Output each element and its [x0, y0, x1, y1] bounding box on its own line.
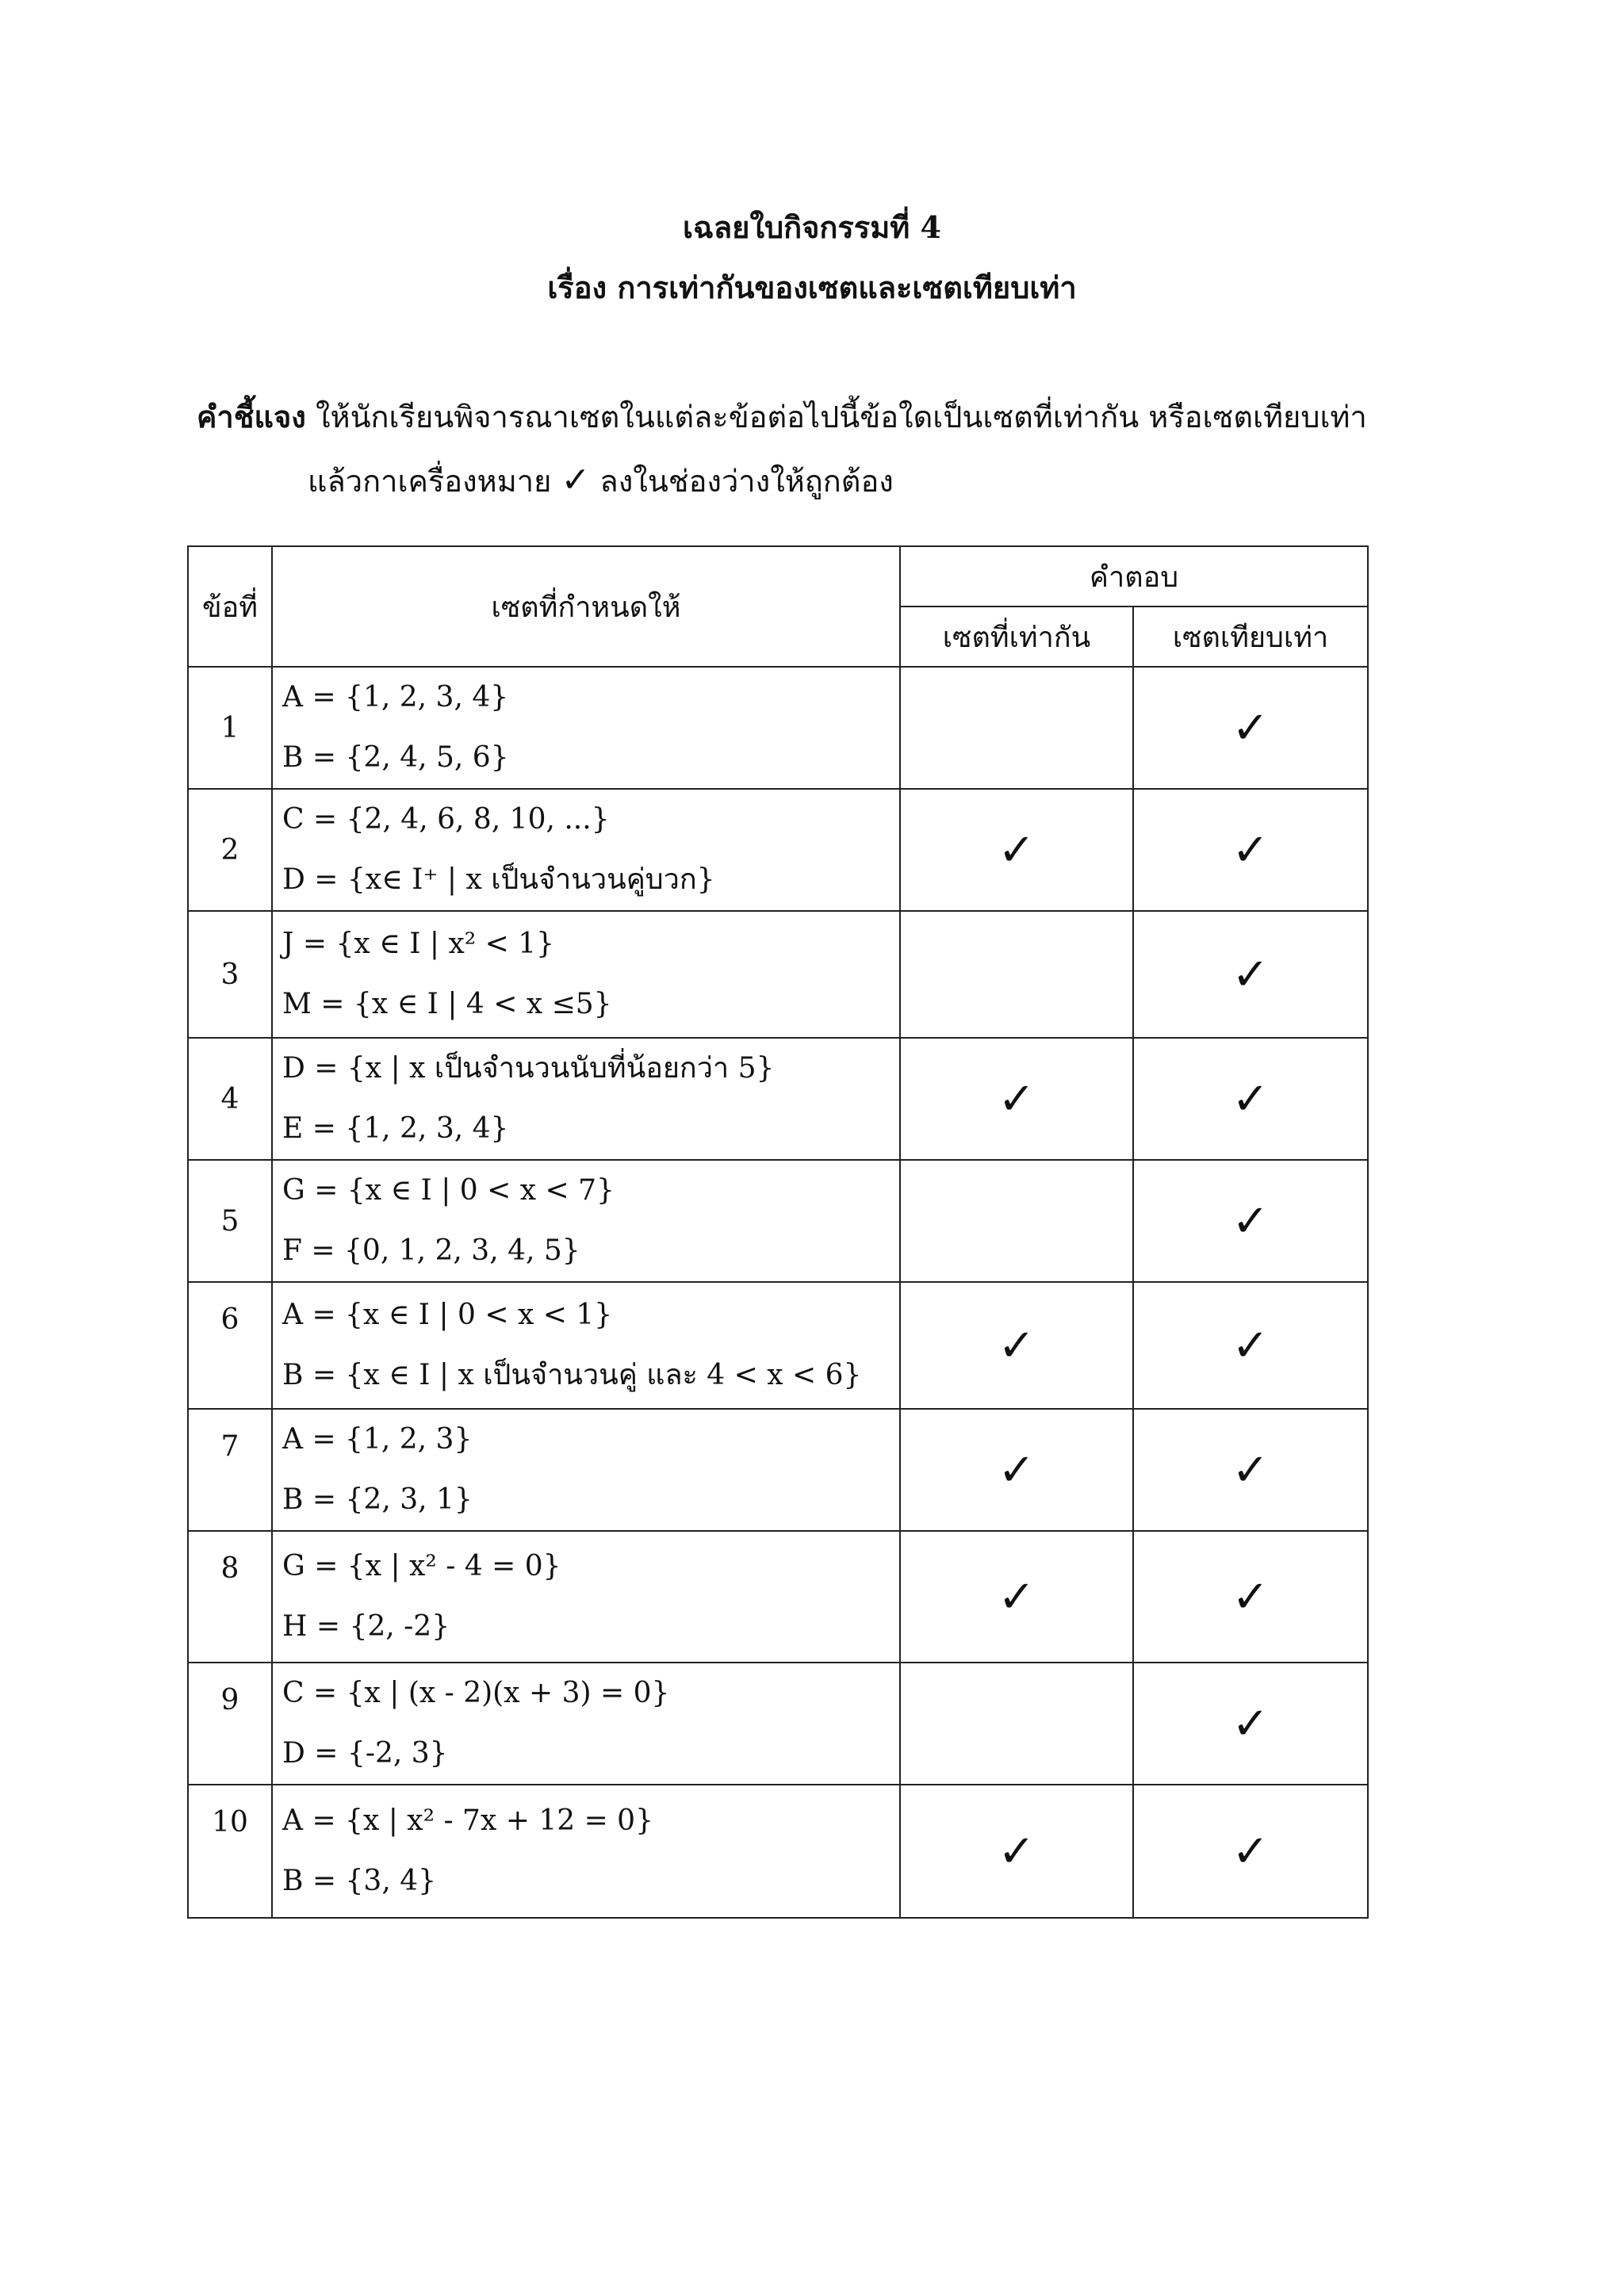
table-row: [188, 1785, 1368, 1918]
equal-check-cell: ✓: [900, 1282, 1133, 1409]
page-title: เฉลยใบกิจกรรมที่ 4: [683, 209, 941, 245]
set-line-1: A = {x | x² - 7x + 12 = 0}: [282, 1804, 653, 1837]
row-number: 2: [188, 789, 272, 911]
set-line-2: B = {2, 3, 1}: [282, 1483, 473, 1516]
row-number: 4: [188, 1038, 272, 1160]
table-row: [188, 1282, 1368, 1409]
set-line-2: E = {1, 2, 3, 4}: [282, 1112, 509, 1145]
equivalent-check-cell: ✓: [1133, 1282, 1368, 1409]
equivalent-check-cell: ✓: [1133, 1160, 1368, 1282]
equivalent-check-cell: ✓: [1133, 1038, 1368, 1160]
row-sets: [272, 789, 900, 911]
instruction-line2-post: ลงในช่องว่างให้ถูกต้อง: [599, 464, 894, 499]
set-line-2: B = {3, 4}: [282, 1865, 437, 1897]
instruction-line2-pre: แล้วกาเครื่องหมาย: [308, 464, 552, 499]
set-line-1: G = {x | x² - 4 = 0}: [282, 1550, 561, 1582]
table-row: [188, 1663, 1368, 1785]
row-number: 7: [188, 1409, 272, 1531]
equivalent-check-cell: ✓: [1133, 1409, 1368, 1531]
row-sets: [272, 1409, 900, 1531]
set-line-1: C = {2, 4, 6, 8, 10, ...}: [282, 803, 610, 836]
row-number: 10: [188, 1785, 272, 1918]
row-sets: [272, 1160, 900, 1282]
equivalent-check-cell: ✓: [1133, 911, 1368, 1038]
row-sets: [272, 667, 900, 789]
table-row: [188, 911, 1368, 1038]
equal-check-cell: ✓: [900, 1409, 1133, 1531]
row-sets: [272, 1282, 900, 1409]
instructions: [197, 385, 1434, 513]
equal-check-cell: ✓: [900, 1785, 1133, 1918]
set-line-1: A = {x ∈ I | 0 < x < 1}: [282, 1299, 613, 1331]
set-line-2: B = {2, 4, 5, 6}: [282, 741, 509, 774]
equivalent-check-cell: ✓: [1133, 789, 1368, 911]
row-number: 3: [188, 911, 272, 1038]
row-sets: [272, 911, 900, 1038]
set-line-2: H = {2, -2}: [282, 1610, 450, 1643]
set-line-1: J = {x ∈ I | x² < 1}: [282, 928, 555, 960]
row-sets: [272, 1038, 900, 1160]
header-equivalent-sets: เซตเทียบเท่า: [1133, 607, 1368, 667]
equal-check-cell: ✓: [900, 789, 1133, 911]
equivalent-check-cell: ✓: [1133, 1663, 1368, 1785]
table-row: [188, 667, 1368, 789]
equal-check-cell: [900, 1160, 1133, 1282]
table-row: [188, 1531, 1368, 1663]
answer-table: [187, 545, 1369, 1919]
set-line-2: M = {x ∈ I | 4 < x ≤5}: [282, 988, 612, 1020]
equal-check-cell: [900, 667, 1133, 789]
row-sets: [272, 1531, 900, 1663]
row-number: 1: [188, 667, 272, 789]
row-number: 5: [188, 1160, 272, 1282]
set-line-1: A = {1, 2, 3}: [282, 1423, 473, 1456]
instruction-line1: ให้นักเรียนพิจารณาเซตในแต่ละข้อต่อไปนี้ข้อใดเป็นเซตที่เท่ากัน หรือเซตเทียบเท่า: [315, 400, 1367, 434]
table-row: [188, 1038, 1368, 1160]
set-line-1: C = {x | (x - 2)(x + 3) = 0}: [282, 1677, 670, 1709]
equivalent-check-cell: ✓: [1133, 1785, 1368, 1918]
instruction-label: คำชี้แจง: [197, 399, 306, 434]
equivalent-check-cell: ✓: [1133, 667, 1368, 789]
set-line-1: A = {1, 2, 3, 4}: [282, 681, 509, 714]
table-row: [188, 1409, 1368, 1531]
table-row: [188, 1160, 1368, 1282]
header-equal-sets: เซตที่เท่ากัน: [900, 607, 1133, 667]
row-number: 9: [188, 1663, 272, 1785]
set-line-1: G = {x ∈ I | 0 < x < 7}: [282, 1174, 615, 1207]
instruction-line2: [197, 449, 1434, 513]
row-number: 8: [188, 1531, 272, 1663]
row-sets: [272, 1785, 900, 1918]
equal-check-cell: ✓: [900, 1531, 1133, 1663]
set-line-2: D = {-2, 3}: [282, 1737, 448, 1770]
row-number: 6: [188, 1282, 272, 1409]
equivalent-check-cell: ✓: [1133, 1531, 1368, 1663]
set-line-2: F = {0, 1, 2, 3, 4, 5}: [282, 1234, 580, 1267]
equal-check-cell: ✓: [900, 1038, 1133, 1160]
set-line-2: B = {x ∈ I | x เป็นจำนวนคู่ และ 4 < x < 6}: [282, 1359, 862, 1391]
header-answer: คำตอบ: [900, 546, 1368, 607]
header-number: ข้อที่: [188, 546, 272, 667]
check-mark-icon: ✓: [561, 460, 591, 500]
table-row: [188, 789, 1368, 911]
page-subtitle: เรื่อง การเท่ากันของเซตและเซตเทียบเท่า: [547, 270, 1077, 305]
row-sets: [272, 1663, 900, 1785]
equal-check-cell: [900, 911, 1133, 1038]
header-sets: เซตที่กำหนดให้: [272, 546, 900, 667]
equal-check-cell: [900, 1663, 1133, 1785]
set-line-2: D = {x∈ I⁺ | x เป็นจำนวนคู่บวก}: [282, 863, 715, 896]
set-line-1: D = {x | x เป็นจำนวนนับที่น้อยกว่า 5}: [282, 1052, 775, 1085]
